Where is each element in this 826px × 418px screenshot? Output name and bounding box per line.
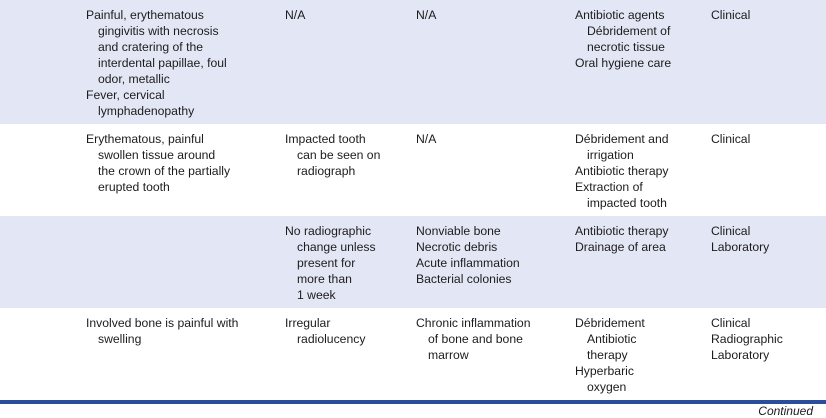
radiographic-findings-cell [285, 7, 305, 23]
cell-text-line: No radiographic [285, 224, 372, 238]
treatment-cell [575, 223, 669, 255]
cell-text-line: Erythematous, painful [86, 132, 204, 146]
cell-text-line: Antibiotic [587, 332, 637, 346]
cell-text-line: N/A [416, 132, 437, 146]
treatment-cell [575, 7, 671, 71]
cell-text-line: Débridement of [587, 24, 671, 38]
cell-text-line: lymphadenopathy [98, 104, 195, 118]
clinical-features-cell [86, 315, 238, 347]
cell-text-line: radiolucency [297, 332, 366, 346]
cell-text-line: radiograph [297, 164, 356, 178]
cell-text-line: Drainage of area [575, 240, 666, 254]
cell-text-line: oxygen [587, 380, 627, 394]
cell-text-line: gingivitis with necrosis [98, 24, 219, 38]
cell-text-line: necrotic tissue [587, 40, 665, 54]
cell-text-line: swelling [98, 332, 142, 346]
histologic-findings-cell [416, 223, 520, 287]
cell-text-line: and cratering of the [98, 40, 204, 54]
cell-text-line: swollen tissue around [98, 148, 216, 162]
cell-text-line: of bone and bone [428, 332, 523, 346]
radiographic-findings-cell [285, 131, 380, 179]
cell-text-line: Oral hygiene care [575, 56, 672, 70]
cell-text-line: Débridement and [575, 132, 669, 146]
cell-text-line: Antibiotic therapy [575, 164, 669, 178]
cell-text-line: Nonviable bone [416, 224, 501, 238]
cell-text-line: interdental papillae, foul [98, 56, 227, 70]
cell-text-line: Hyperbaric [575, 364, 634, 378]
cell-text-line: Antibiotic agents [575, 8, 665, 22]
diagnosis-basis-cell [711, 131, 750, 147]
histologic-findings-cell [416, 315, 530, 363]
radiographic-findings-cell [285, 223, 376, 303]
treatment-cell [575, 131, 669, 211]
cell-text-line: Involved bone is painful with [86, 316, 239, 330]
cell-text-line: more than [297, 272, 352, 286]
table-row [0, 216, 826, 308]
clinical-features-cell [86, 131, 230, 195]
cell-text-line: Clinical [711, 8, 751, 22]
cell-text-line: Clinical [711, 316, 751, 330]
cell-text-line: Laboratory [711, 348, 770, 362]
cell-text-line: Extraction of [575, 180, 643, 194]
histologic-findings-cell [416, 7, 436, 23]
diagnosis-basis-cell [711, 7, 750, 23]
treatment-cell [575, 315, 645, 395]
table-row [0, 0, 826, 124]
diagnosis-basis-cell [711, 223, 769, 255]
cell-text-line: N/A [416, 8, 437, 22]
cell-text-line: Radiographic [711, 332, 783, 346]
cell-text-line: Acute inflammation [416, 256, 520, 270]
diagnosis-basis-cell [711, 315, 783, 363]
clinical-features-cell [86, 7, 227, 119]
cell-text-line: Clinical [711, 224, 751, 238]
cell-text-line: impacted tooth [587, 196, 667, 210]
table-row [0, 124, 826, 216]
radiographic-findings-cell [285, 315, 365, 347]
cell-text-line: 1 week [297, 288, 336, 302]
cell-text-line: the crown of the partially [98, 164, 231, 178]
cell-text-line: Painful, erythematous [86, 8, 204, 22]
cell-text-line: Antibiotic therapy [575, 224, 669, 238]
histologic-findings-cell [416, 131, 436, 147]
cell-text-line: N/A [285, 8, 306, 22]
cell-text-line: Débridement [575, 316, 645, 330]
cell-text-line: can be seen on [297, 148, 381, 162]
cell-text-line: Laboratory [711, 240, 770, 254]
cell-text-line: odor, metallic [98, 72, 170, 86]
cell-text-line: Fever, cervical [86, 88, 165, 102]
cell-text-line: present for [297, 256, 356, 270]
cell-text-line: Clinical [711, 132, 751, 146]
cell-text-line: erupted tooth [98, 180, 170, 194]
table-bottom-rule [0, 400, 826, 404]
continued-label: Continued [758, 404, 813, 418]
cell-text-line: Impacted tooth [285, 132, 366, 146]
cell-text-line: marrow [428, 348, 469, 362]
cell-text-line: Bacterial colonies [416, 272, 512, 286]
cell-text-line: Chronic inflammation [416, 316, 531, 330]
cell-text-line: change unless [297, 240, 376, 254]
cell-text-line: Necrotic debris [416, 240, 498, 254]
cell-text-line: irrigation [587, 148, 634, 162]
cell-text-line: Irregular [285, 316, 331, 330]
table-row [0, 308, 826, 400]
cell-text-line: therapy [587, 348, 628, 362]
